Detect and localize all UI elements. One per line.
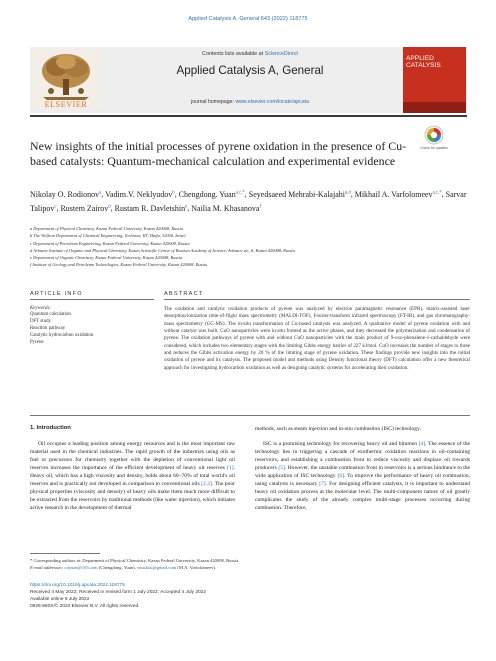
affiliation: b The Wolfson Department of Chemical Engineering, Technion, IIT, Haifa, 32000, Israel <box>30 233 186 239</box>
author[interactable] <box>60 204 110 213</box>
header-rule <box>30 115 467 117</box>
abstract-heading: ABSTRACT <box>164 291 204 297</box>
email-name-2: (M.A. Varfolomeev). <box>176 565 217 571</box>
homepage-link[interactable]: www.elsevier.com/locate/apcata <box>235 99 309 105</box>
abstract-bottom-rule <box>30 415 470 416</box>
abstract-rule <box>164 299 470 300</box>
affiliation-list <box>30 225 470 269</box>
author[interactable] <box>191 204 261 213</box>
corresponding-note: * Corresponding authors at: Department of Physical Chemistry, Kazan Federal University, Kazan 420008, Russia <box>30 558 239 563</box>
affiliation: d Arbuzov Institute of Organic and Physical Chemistry, Kazan Scientific Center of Russian Academy of Science, Arbuzov str., 8, Kazan 420088, Russia <box>30 247 295 253</box>
paragraph-text: . The poor physical properties (viscosity and density) of heavy oils make them much more difficult to be extracted from the reservoirs by traditional methods (like water injection), which initiates active research in the development of thermal <box>30 481 236 512</box>
paragraph-text: . For designing efficient catalysts, it is important to understand heavy oil oxidation process at the molecular level. The multi-component nature of oil greatly complicates the study of the already complex multi-stage processes occurring during combustion. Therefore, <box>255 481 470 512</box>
citation-link[interactable]: [7] <box>319 481 326 488</box>
online-date: Available online 6 July 2022 <box>30 597 90 602</box>
intro-paragraph-left <box>30 440 235 512</box>
citation-link[interactable]: [4] <box>418 441 426 447</box>
author[interactable] <box>179 190 245 199</box>
abstract-text: The oxidation and catalytic oxidation products of pyrene was analyzed by electron paramagnetic resonance (EPR), matrix-assisted laser desorption/ionization time-of-flight mass spectrometry (MALDI-TOF), Fourier-transform infrared spectroscopy (FT-IR), and gas chromatography-mass spectrometry (GC-MS). The in-situ transformation of Cu-based catalysts was analyzed. A qualitative model of pyrene oxidation with and without catalyst was built. CuO nanoparticles were in-situ formed as the active phases, and they decreased the polymerization and condensation of pyrene. The oxidation pathways of pyrene with and without CuO nanoparticles with the main product of 9-oxo-phenalene-1-carbaldehyde were considered, which includes two elementary stages with the limiting Gibbs energy barrier of 227 kJ/mol. CuO increases the number of stages to three and reduces the Gibbs activation energy by 20 % of the limiting stage of pyrene oxidation. These findings provide new insights into the initial oxidation of pyrene and its catalysis. The proposed model and methods using Density functional theory (DFT) calculation offer a new theoretical approach for investigating hydrocarbon oxidation as well as designing catalytic systems for accelerating their oxidation. <box>164 306 470 371</box>
author-affiliation-marker[interactable]: b <box>172 190 175 195</box>
author[interactable] <box>105 190 175 199</box>
article-info-rule <box>30 299 154 300</box>
article-info-heading: ARTICLE INFO <box>30 291 83 297</box>
footnote-rule <box>30 553 100 554</box>
paragraph-text: . Heavy oil, which has a high viscosity and density, holds about 60–70% of total world's oil reserves and is practically not developed in comparison to conventional oils <box>30 465 235 488</box>
journal-cover-image[interactable] <box>403 47 466 113</box>
author[interactable] <box>115 204 188 213</box>
citation-link[interactable]: [2,3] <box>201 481 212 488</box>
author-affiliation-marker[interactable]: a <box>99 190 102 195</box>
contents-line <box>110 51 390 57</box>
paragraph-text: . The essence of the technology lies in triggering a cascade of exothermic oxidation reactions in oil-containing reservoirs, and establishing a combustion front to reduce viscosity and displace oil towards producers <box>255 441 470 472</box>
keyword: Catalytic hydrocarbon oxidation <box>30 332 94 338</box>
author[interactable] <box>249 190 351 199</box>
journal-reference[interactable]: Applied Catalysis A, General 643 (2022) 118775 <box>188 16 308 22</box>
cover-strip <box>403 102 466 113</box>
elsevier-tree-logo[interactable] <box>31 49 101 107</box>
paragraph-text: . However, the unstable combustion front in reservoirs is a serious hindrance to the wide application of ISC technology <box>255 465 470 480</box>
affiliation: f Institute of Geology and Petroleum Technologies, Kazan Federal University, Kazan 420008, Russia <box>30 262 208 268</box>
author-name[interactable]: Sarvar Talipov <box>30 189 467 213</box>
citation-link[interactable]: [1] <box>227 465 234 472</box>
author-affiliation-marker[interactable]: a,d <box>344 190 351 195</box>
author-affiliation-marker[interactable]: c <box>54 204 57 210</box>
paragraph-text: ISC is a promising technology for recovering heavy oil and bitumen <box>263 441 419 447</box>
email-label: E-mail addresses: <box>30 565 65 571</box>
issn-copyright: 0926-860X/© 2022 Elsevier B.V. All rights reserved. <box>30 604 140 609</box>
intro-paragraph-right <box>255 440 470 512</box>
paragraph-text: . To improve the performance of heavy oil combustion, using catalysts is necessary <box>255 473 471 488</box>
keywords-label: Keywords: <box>30 306 52 311</box>
keyword-list <box>30 312 154 347</box>
received-dates: Received 4 May 2022; Received in revised form 1 July 2022; Accepted 4 July 2022 <box>30 590 206 595</box>
cover-title: APPLIED CATALYSIS <box>406 55 441 69</box>
citation-link[interactable]: [5] <box>278 465 285 472</box>
author-name[interactable]: Seyedsaeed Mehrabi-Kalajahi <box>248 189 345 199</box>
author-name[interactable]: Nailia M. Khasanova <box>191 203 260 213</box>
affiliation: c Department of Petroleum Engineering, Kazan Federal University, Kazan 420008, Russia <box>30 240 190 246</box>
article-title: New insights of the initial processes of pyrene oxidation in the presence of Cu-based catalysts: Quantum-mechanical calculation and experimental evidence <box>30 139 407 169</box>
citation-link[interactable]: [6] <box>337 473 344 480</box>
author-name[interactable]: Mikhail A. Varfolomeev <box>354 189 433 199</box>
email-link-2[interactable]: vma.ksu@gmail.com <box>137 565 177 571</box>
author[interactable] <box>355 190 442 199</box>
intro-continuation-right: methods, such as steam injection and in-situ combustion (ISC) technology. <box>255 426 421 432</box>
keyword: DFT study <box>30 318 51 324</box>
paragraph-text: Oil occupies a leading position among energy resources and is the most important raw material used in the chemical industries. The rapid growth of the industries using oils as fuel or precursors for chemistry together with the depletion of conventional light oil reserves increases the importance of the efficient development of heavy oil reserves <box>30 441 235 472</box>
author-name[interactable]: Vadim.V. Neklyudov <box>105 189 173 199</box>
journal-name[interactable]: Applied Catalysis A, General <box>176 64 324 77</box>
keyword: Reaction pathway <box>30 325 66 331</box>
homepage-line <box>110 99 390 105</box>
author-name[interactable]: Rustam R. Davletshin <box>114 203 186 213</box>
homepage-prefix: journal homepage: <box>191 99 236 105</box>
introduction-heading: 1. Introduction <box>30 425 71 431</box>
corresponding-footnote <box>30 557 470 571</box>
doi-link[interactable]: https://doi.org/10.1016/j.apcata.2022.118775 <box>30 583 125 588</box>
check-for-updates-label[interactable]: Check for updates <box>420 146 448 150</box>
email-line <box>30 564 470 571</box>
affiliation: e Department of Organic Chemistry, Kazan Federal University, Kazan 420008, Russia <box>30 255 183 261</box>
author-affiliation-marker[interactable]: e <box>185 204 188 210</box>
publisher-name: ELSEVIER <box>44 100 88 109</box>
sciencedirect-link[interactable]: ScienceDirect <box>264 51 298 57</box>
author-name[interactable]: Chengdong. Yuan <box>178 189 236 199</box>
author-list: Nikolay O. Rodionov$^a$, Vadim.V. Neklyudov$^b$, Chengdong. Yuan$^{a,c,*}$, Seyedsaeed Mehrabi-Kalajahi$^{a,d}$, Mikhail A. Varfolomeev$^{a,c,*}$, Sarvar Talipov$^c$, Rustem Zairov$^d$, Rustam R. Davletshin$^e$, Nailia M. Khasanova$^f$ <box>30 189 467 213</box>
author[interactable] <box>30 190 101 199</box>
author-name[interactable]: Rustem Zairov <box>60 203 109 213</box>
author-affiliation-marker[interactable]: a,c,* <box>235 190 245 195</box>
author-affiliation-marker[interactable]: a,c,* <box>432 190 442 195</box>
email-link-1[interactable]: cdyuan@163.com <box>64 565 98 571</box>
contents-prefix: Contents lists available at <box>202 51 265 57</box>
keyword: Quantum calculation <box>30 312 71 317</box>
author-affiliation-marker[interactable]: f <box>259 204 262 210</box>
keyword: Pyrene <box>30 339 44 345</box>
author-name[interactable]: Nikolay O. Rodionov <box>30 189 100 199</box>
author-affiliation-marker[interactable]: d <box>108 204 111 210</box>
email-name-1: (Chengdong. Yuan), <box>97 565 137 571</box>
affiliation: a Department of Physical Chemistry, Kazan Federal University, Kazan 420008, Russia <box>30 226 184 231</box>
